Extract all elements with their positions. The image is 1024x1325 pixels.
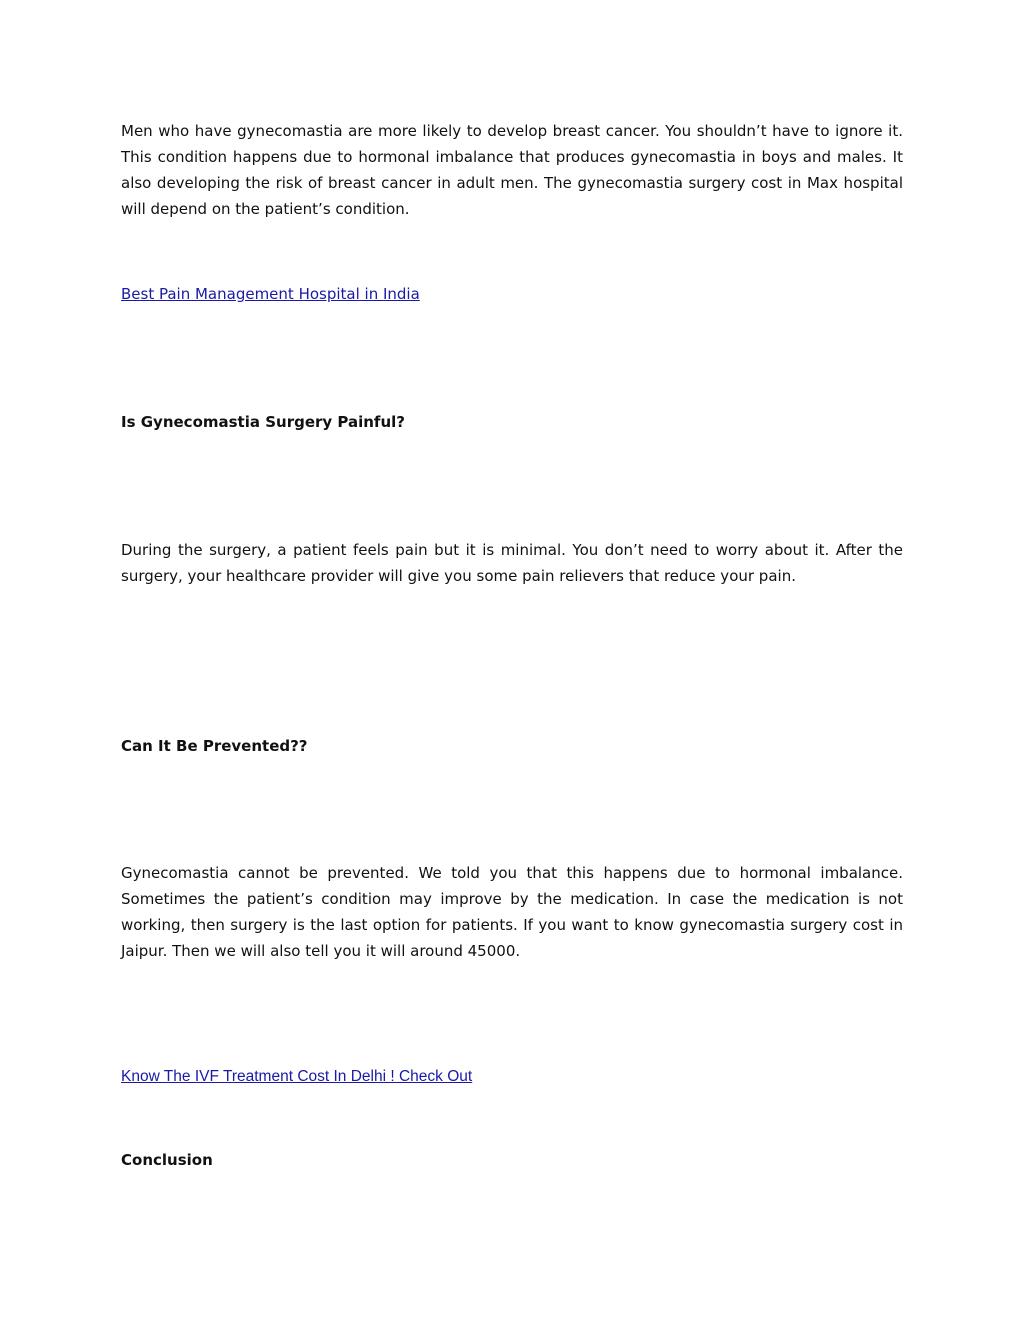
heading-is-surgery-painful: Is Gynecomastia Surgery Painful? [121, 413, 405, 431]
paragraph-prevention: Gynecomastia cannot be prevented. We told you that this happens due to hormonal imbalance. Sometimes the patient’s condition may improve by the medication. In case the medication is not working, then surgery is the last option for patients. If you want to know gynecomastia surgery cost in Jaipur. Then we will also tell you it will around 45000. [121, 864, 903, 960]
link-best-pain-management-hospital[interactable]: Best Pain Management Hospital in India [121, 285, 420, 303]
heading-can-it-be-prevented: Can It Be Prevented?? [121, 737, 308, 755]
link-ivf-treatment-cost[interactable]: Know The IVF Treatment Cost In Delhi ! Check Out [121, 1068, 473, 1085]
paragraph-surgery-pain: During the surgery, a patient feels pain but it is minimal. You don’t need to worry about it. After the surgery, your healthcare provider will give you some pain relievers that reduce your pain. [121, 541, 903, 585]
paragraph-gynecomastia-cancer-risk: Men who have gynecomastia are more likely to develop breast cancer. You shouldn’t have to ignore it. This condition happens due to hormonal imbalance that produces gynecomastia in boys and males. It also developing the risk of breast cancer in adult men. The gynecomastia surgery cost in Max hospital will depend on the patient’s condition. [121, 122, 903, 218]
heading-conclusion: Conclusion [121, 1151, 213, 1169]
